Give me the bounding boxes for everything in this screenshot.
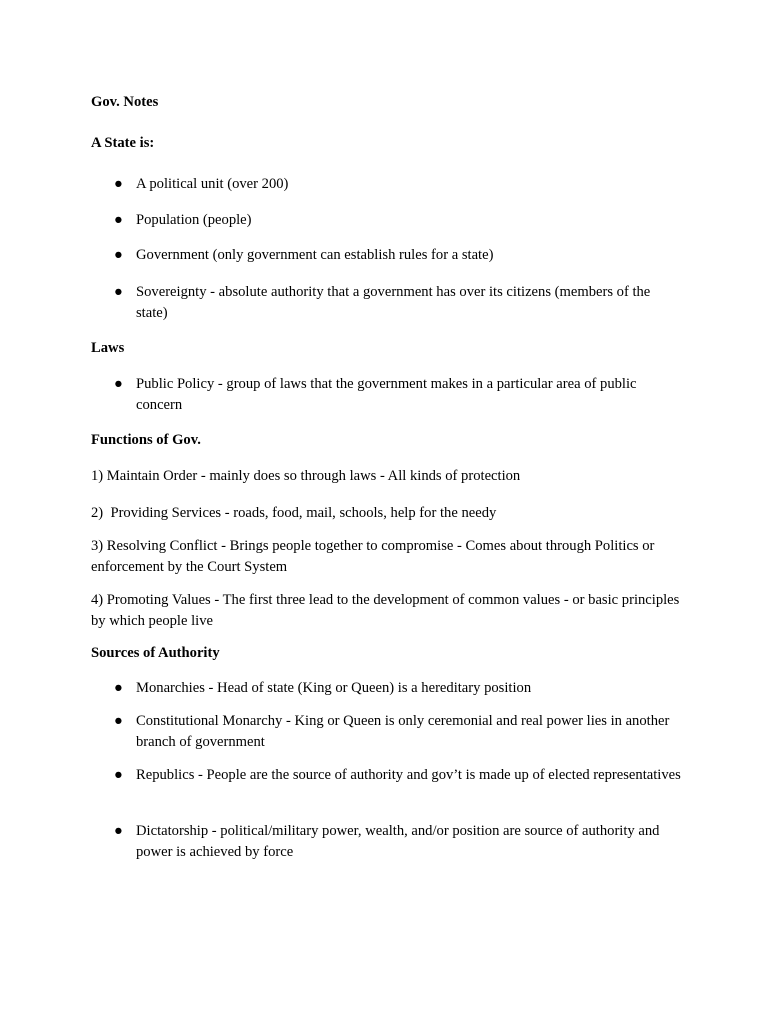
bullet-icon: ● bbox=[114, 713, 123, 729]
function-paragraph: 4) Promoting Values - The first three lead to the development of common values - or basic principles by which people live bbox=[91, 592, 680, 629]
authority-item-text: Dictatorship - political/military power, wealth, and/or position are source of authority and power is achieved by force bbox=[136, 823, 660, 860]
authority-item-text: Monarchies - Head of state (King or Queen) is a hereditary position bbox=[136, 680, 532, 696]
state-item-text: A political unit (over 200) bbox=[136, 176, 289, 192]
state-item-text: Government (only government can establish rules for a state) bbox=[136, 247, 494, 263]
bullet-icon: ● bbox=[114, 247, 123, 263]
state-heading: A State is: bbox=[91, 135, 155, 151]
bullet-icon: ● bbox=[114, 680, 123, 696]
functions-heading: Functions of Gov. bbox=[91, 432, 201, 448]
state-item-text: Population (people) bbox=[136, 212, 252, 228]
document-title: Gov. Notes bbox=[91, 94, 159, 110]
laws-heading: Laws bbox=[91, 340, 125, 356]
bullet-icon: ● bbox=[114, 284, 123, 300]
authority-item-text: Constitutional Monarchy - King or Queen is only ceremonial and real power lies in another branch of government bbox=[136, 713, 670, 750]
authority-heading: Sources of Authority bbox=[91, 645, 220, 661]
bullet-icon: ● bbox=[114, 176, 123, 192]
function-paragraph: 1) Maintain Order - mainly does so through laws - All kinds of protection bbox=[91, 468, 521, 484]
bullet-icon: ● bbox=[114, 212, 123, 228]
bullet-icon: ● bbox=[114, 823, 123, 839]
bullet-icon: ● bbox=[114, 767, 123, 783]
bullet-icon: ● bbox=[114, 376, 123, 392]
laws-item-text: Public Policy - group of laws that the government makes in a particular area of public concern bbox=[136, 376, 637, 413]
function-paragraph: 2) Providing Services - roads, food, mail, schools, help for the needy bbox=[91, 505, 497, 521]
function-paragraph: 3) Resolving Conflict - Brings people together to compromise - Comes about through Politics or enforcement by the Court System bbox=[91, 538, 655, 575]
state-item-text: Sovereignty - absolute authority that a government has over its citizens (members of the state) bbox=[136, 284, 651, 321]
authority-item-text: Republics - People are the source of authority and gov’t is made up of elected representatives bbox=[136, 767, 681, 783]
